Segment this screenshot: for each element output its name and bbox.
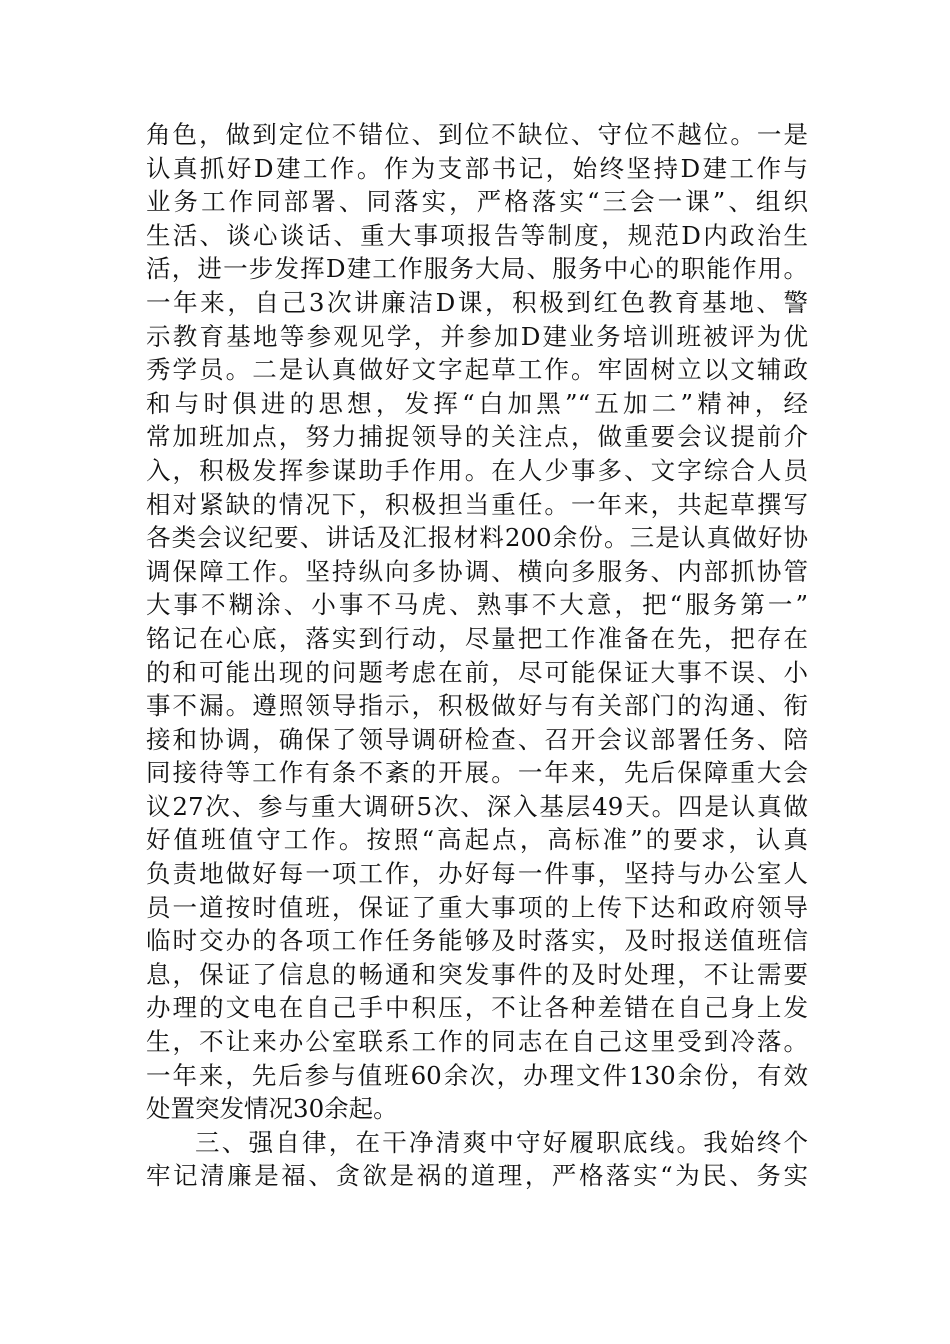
paragraph-start-line: 三、强自律，在干净清爽中守好履职底线。我始终个 (195, 1127, 808, 1157)
text-line: 事不漏。遵照领导指示，积极做好与有关部门的沟通、衔 (146, 691, 808, 721)
text-line: 生活、谈心谈话、重大事项报告等制度，规范D内政治生 (146, 220, 808, 250)
text-line: 接和协调，确保了领导调研检查、召开会议部署任务、陪 (146, 724, 808, 754)
document-body (146, 118, 808, 1193)
text-line: 入，积极发挥参谋助手作用。在人少事多、文字综合人员 (146, 455, 808, 485)
text-line: 息，保证了信息的畅通和突发事件的及时处理，不让需要 (146, 959, 808, 989)
text-line: 角色，做到定位不错位、到位不缺位、守位不越位。一是 (146, 120, 808, 149)
text-line: 处置突发情况30余起。 (146, 1094, 398, 1124)
text-line: 秀学员。二是认真做好文字起草工作。牢固树立以文辅政 (146, 355, 808, 385)
text-line: 铭记在心底，落实到行动，尽量把工作准备在先，把存在 (146, 623, 808, 653)
text-line: 议27次、参与重大调研5次、深入基层49天。四是认真做 (146, 791, 808, 821)
text-line: 认真抓好D建工作。作为支部书记，始终坚持D建工作与 (146, 153, 808, 183)
text-line: 示教育基地等参观见学，并参加D建业务培训班被评为优 (146, 321, 808, 351)
text-line: 负责地做好每一项工作，办好每一件事，坚持与办公室人 (146, 859, 808, 889)
text-line: 同接待等工作有条不紊的开展。一年来，先后保障重大会 (146, 758, 808, 788)
text-line: 常加班加点，努力捕捉领导的关注点，做重要会议提前介 (146, 422, 808, 452)
text-line: 员一道按时值班，保证了重大事项的上传下达和政府领导 (146, 892, 808, 922)
text-line: 活，进一步发挥D建工作服务大局、服务中心的职能作用。 (146, 254, 808, 284)
text-line: 各类会议纪要、讲话及汇报材料200余份。三是认真做好协 (146, 523, 808, 553)
text-line: 的和可能出现的问题考虑在前，尽可能保证大事不误、小 (146, 657, 808, 687)
text-line: 相对紧缺的情况下，积极担当重任。一年来，共起草撰写 (146, 489, 808, 519)
text-line: 大事不糊涂、小事不马虎、熟事不大意，把“服务第一” (146, 590, 808, 620)
text-line: 临时交办的各项工作任务能够及时落实，及时报送值班信 (146, 926, 808, 956)
text-line: 生，不让来办公室联系工作的同志在自己这里受到冷落。 (146, 1027, 808, 1057)
text-line: 业务工作同部署、同落实，严格落实“三会一课”、组织 (146, 187, 808, 217)
text-line: 办理的文电在自己手中积压，不让各种差错在自己身上发 (146, 993, 808, 1023)
text-line: 一年来，自己3次讲廉洁D课，积极到红色教育基地、警 (146, 287, 808, 317)
text-line: 调保障工作。坚持纵向多协调、横向多服务、内部抓协管 (146, 556, 808, 586)
text-line: 和与时俱进的思想，发挥“白加黑”“五加二”精神，经 (146, 388, 808, 418)
text-line: 一年来，先后参与值班60余次，办理文件130余份，有效 (146, 1060, 808, 1090)
text-line: 牢记清廉是福、贪欲是祸的道理，严格落实“为民、务实 (146, 1161, 808, 1191)
text-line: 好值班值守工作。按照“高起点，高标准”的要求，认真 (146, 825, 808, 855)
